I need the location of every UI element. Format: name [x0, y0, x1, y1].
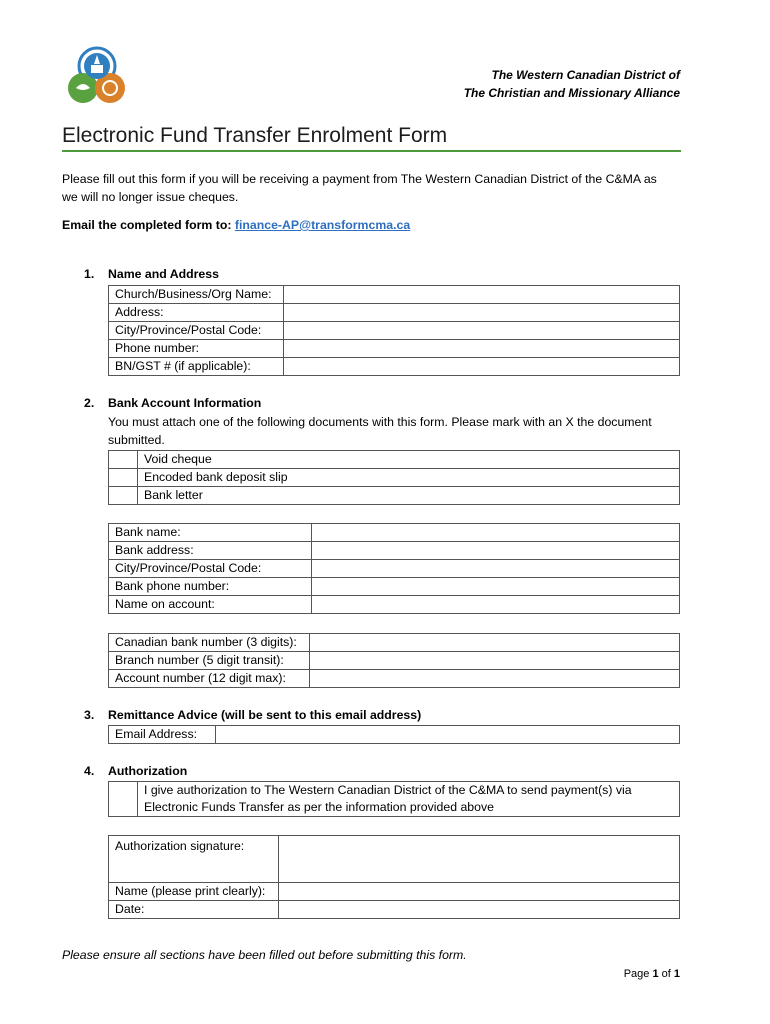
section-2-heading: [84, 396, 261, 410]
section-number: 3.: [84, 708, 95, 722]
bank-number-field[interactable]: [310, 634, 680, 652]
section-title: Authorization: [108, 764, 188, 778]
table-row: [109, 304, 680, 322]
account-number-field[interactable]: [310, 670, 680, 688]
table-row: [109, 670, 680, 688]
row-label: Date:: [109, 901, 279, 919]
section-3-heading: [84, 708, 421, 722]
table-row: [109, 286, 680, 304]
void-cheque-checkbox[interactable]: [109, 451, 138, 469]
section-1-heading: [84, 267, 219, 281]
bank-letter-checkbox[interactable]: [109, 487, 138, 505]
table-row: [109, 901, 680, 919]
intro-paragraph: Please fill out this form if you will be receiving a payment from The Western Canadian District of the C&MA as we will no longer issue cheques.: [62, 172, 657, 204]
row-label: Church/Business/Org Name:: [109, 286, 284, 304]
row-label: Bank name:: [109, 524, 312, 542]
email-address-field[interactable]: [216, 726, 680, 744]
page-word: Page: [623, 968, 653, 980]
email-prefix: Email the completed form to:: [62, 218, 235, 232]
name-address-table: [108, 285, 680, 376]
organization-name: [464, 66, 680, 102]
statement-line-1: I give authorization to The Western Canadian District of the C&MA to send payment(s) via: [144, 783, 632, 797]
table-row: [109, 726, 680, 744]
row-label: City/Province/Postal Code:: [109, 560, 312, 578]
row-label: Address:: [109, 304, 284, 322]
title-underline: [62, 150, 681, 152]
bank-details-table: [108, 523, 680, 614]
row-label: Email Address:: [109, 726, 216, 744]
page-number: [624, 968, 680, 980]
remittance-table: [108, 725, 680, 744]
deposit-slip-checkbox[interactable]: [109, 469, 138, 487]
submission-note: Please ensure all sections have been filled out before submitting this form.: [62, 948, 467, 962]
table-row: [109, 469, 680, 487]
section-number: 4.: [84, 764, 95, 778]
row-label: Bank address:: [109, 542, 312, 560]
form-title: Electronic Fund Transfer Enrolment Form: [62, 124, 448, 147]
phone-field[interactable]: [284, 340, 680, 358]
section-title: Bank Account Information: [108, 396, 262, 410]
email-instruction: [62, 218, 410, 232]
cma-logo: [64, 44, 130, 110]
signature-field[interactable]: [279, 836, 680, 883]
org-line-1: The Western Canadian District of: [491, 68, 680, 82]
document-label: Bank letter: [138, 487, 680, 505]
authorization-checkbox[interactable]: [109, 782, 138, 817]
account-name-field[interactable]: [312, 596, 680, 614]
table-row: [109, 487, 680, 505]
row-label: Authorization signature:: [109, 836, 279, 883]
org-name-field[interactable]: [284, 286, 680, 304]
table-row: [109, 836, 680, 883]
row-label: Canadian bank number (3 digits):: [109, 634, 310, 652]
section-number: 1.: [84, 267, 95, 281]
table-row: [109, 634, 680, 652]
table-row: [109, 340, 680, 358]
page-of: of: [658, 968, 674, 980]
address-field[interactable]: [284, 304, 680, 322]
date-field[interactable]: [279, 901, 680, 919]
org-line-2: The Christian and Missionary Alliance: [463, 86, 680, 100]
bank-name-field[interactable]: [312, 524, 680, 542]
table-row: [109, 652, 680, 670]
city-field[interactable]: [284, 322, 680, 340]
bank-city-field[interactable]: [312, 560, 680, 578]
document-label: Void cheque: [138, 451, 680, 469]
row-label: BN/GST # (if applicable):: [109, 358, 284, 376]
table-row: [109, 560, 680, 578]
page-current: 1: [652, 968, 659, 980]
authorization-statement: [138, 782, 680, 817]
table-row: [109, 451, 680, 469]
section-number: 2.: [84, 396, 95, 410]
table-row: [109, 358, 680, 376]
section-title: Name and Address: [108, 267, 219, 281]
branch-number-field[interactable]: [310, 652, 680, 670]
table-row: [109, 782, 680, 817]
row-label: Name (please print clearly):: [109, 883, 279, 901]
authorization-statement-table: [108, 781, 680, 817]
print-name-field[interactable]: [279, 883, 680, 901]
table-row: [109, 578, 680, 596]
documents-table: [108, 450, 680, 505]
table-row: [109, 524, 680, 542]
statement-line-2: Electronic Funds Transfer as per the information provided above: [144, 800, 494, 814]
bank-instructions: You must attach one of the following documents with this form. Please mark with an X the document submitted.: [108, 415, 652, 447]
section-4-heading: [84, 764, 187, 778]
account-numbers-table: [108, 633, 680, 688]
bank-address-field[interactable]: [312, 542, 680, 560]
bank-phone-field[interactable]: [312, 578, 680, 596]
email-link[interactable]: finance-AP@transformcma.ca: [234, 218, 411, 232]
section-title: Remittance Advice (will be sent to this email address): [108, 708, 422, 722]
table-row: [109, 542, 680, 560]
row-label: Bank phone number:: [109, 578, 312, 596]
signature-table: [108, 835, 680, 919]
gst-field[interactable]: [284, 358, 680, 376]
table-row: [109, 883, 680, 901]
page-total: 1: [673, 968, 680, 980]
row-label: Name on account:: [109, 596, 312, 614]
row-label: Account number (12 digit max):: [109, 670, 310, 688]
table-row: [109, 322, 680, 340]
document-label: Encoded bank deposit slip: [138, 469, 680, 487]
table-row: [109, 596, 680, 614]
row-label: City/Province/Postal Code:: [109, 322, 284, 340]
row-label: Branch number (5 digit transit):: [109, 652, 310, 670]
row-label: Phone number:: [109, 340, 284, 358]
